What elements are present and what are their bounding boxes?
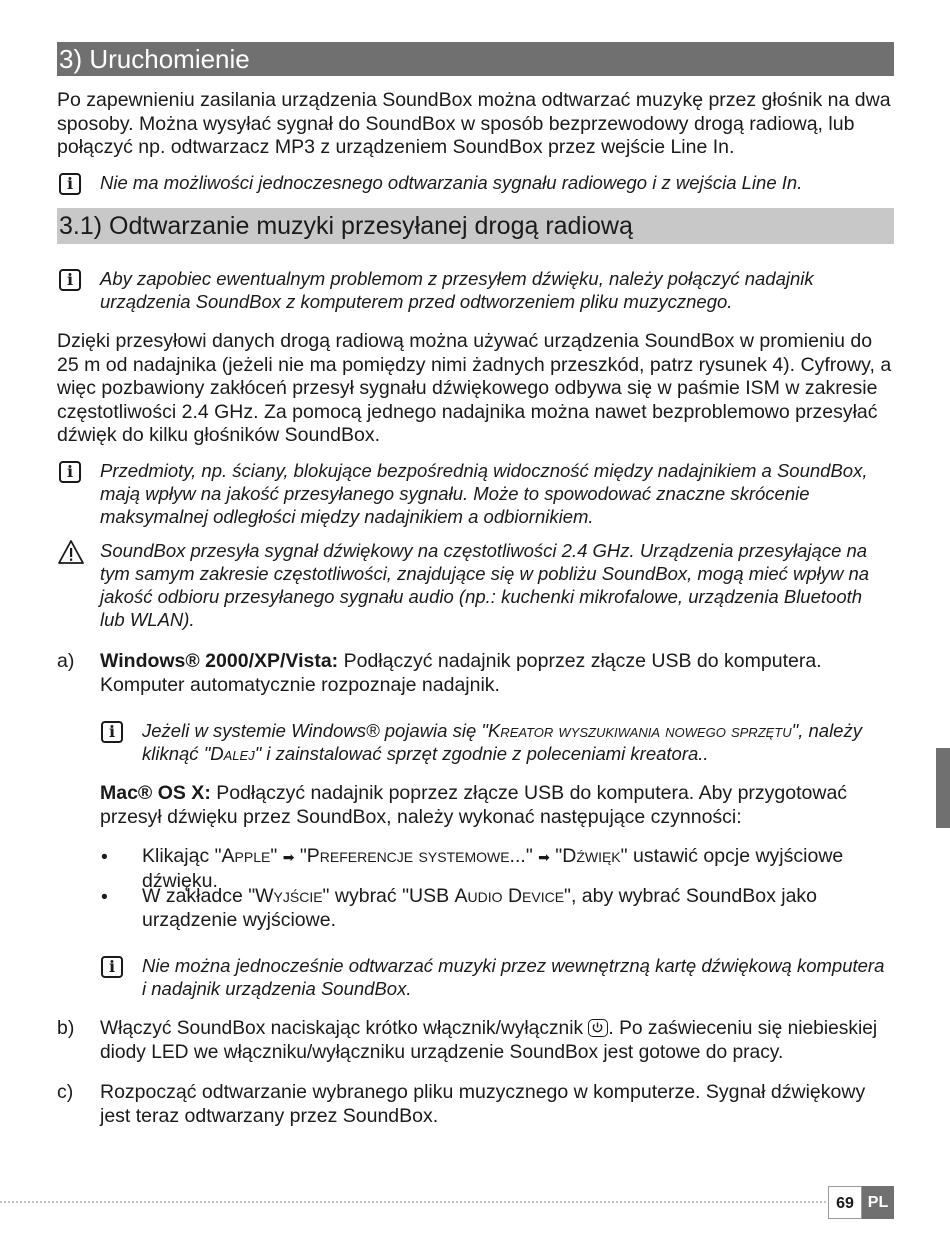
section-heading: 3) Uruchomienie — [57, 42, 894, 76]
bullet-marker: • — [101, 846, 108, 868]
bullet-text: " ustawić opcje wyjściowe dźwięku. — [142, 845, 844, 892]
chapter-tab-marker — [936, 748, 950, 828]
bullet-text: W zakładce " — [142, 885, 256, 907]
next-label: Dalej — [210, 743, 255, 764]
info-icon: i — [101, 956, 123, 978]
note-obstacles: Przedmioty, np. ściany, blokujące bezpośrednią widoczność między nadajnikiem a SoundBox, mają wpływ na jakość przesyłanego sygnału. Może to spowodować znaczne skrócenie maksymalnej odległości między nadajnikiem a odbiornikiem. — [100, 460, 868, 527]
menu-sound: Dźwięk — [562, 845, 621, 867]
menu-system-prefs: Preferencje systemowe... — [306, 845, 526, 867]
info-icon: i — [59, 173, 81, 195]
bullet-text: " — [270, 845, 283, 867]
step-b-letter: b) — [57, 1017, 75, 1039]
bullet-marker: • — [101, 886, 108, 908]
note-line-in: Nie ma możliwości jednoczesnego odtwarzania sygnału radiowego i z wejścia Line In. — [100, 172, 803, 193]
note-text: Jeżeli w systemie Windows® pojawia się " — [142, 720, 488, 741]
page-number: 69 — [828, 1186, 862, 1219]
tab-output: Wyjście — [255, 885, 323, 907]
step-a-letter: a) — [57, 650, 75, 672]
menu-apple: Apple — [221, 845, 271, 867]
info-icon: i — [101, 721, 123, 743]
note-text: ", należy kliknąć " — [142, 720, 862, 764]
intro-paragraph: Po zapewnieniu zasilania urządzenia SoundBox można odtwarzać muzykę przez głośnik na dwa sposoby. Można wysyłać sygnał do SoundBox w sposób bezprzewodowy drogą radiową, lub połączyć np. odtwarzacz MP3 z urządzeniem SoundBox przez wejście Line In. — [57, 89, 891, 158]
subsection-heading: 3.1) Odtwarzanie muzyki przesyłanej drogą radiową — [57, 208, 894, 244]
info-icon: i — [59, 269, 81, 291]
note-soundcard: Nie można jednocześnie odtwarzać muzyki przez wewnętrzną kartę dźwiękową komputera i nadajnik urządzenia SoundBox. — [142, 955, 885, 999]
bullet-text: " — [525, 845, 539, 867]
note-text: " i zainstalować sprzęt zgodnie z poleceniami kreatora.. — [254, 743, 709, 764]
step-b-text-part: . Po zaświeceniu się niebieskiej diody LED we włączniku/wyłączniku urządzenie SoundBox jest gotowe do pracy. — [100, 1018, 878, 1063]
step-a-mac — [100, 782, 895, 829]
arrow-right-icon: ➡ — [538, 849, 550, 865]
bullet-text: ", aby wybrać SoundBox jako urządzenie wyjściowe. — [142, 885, 818, 931]
windows-text: Podłączyć nadajnik poprzez złącze USB do komputera. Komputer automatycznie rozpoznaje nadajnik. — [100, 650, 822, 696]
mac-label: Mac® OS X: — [100, 782, 211, 804]
mac-text: Podłączyć nadajnik poprzez złącze USB do komputera. Aby przygotować przesył dźwięku przez SoundBox, należy wykonać następujące czynności: — [100, 782, 848, 828]
power-icon — [588, 1019, 608, 1037]
device-name: Audio Device — [454, 885, 565, 907]
step-b-text-part: Włączyć SoundBox naciskając krótko włącznik/wyłącznik — [100, 1018, 589, 1039]
windows-label: Windows® 2000/XP/Vista: — [100, 650, 339, 672]
bullet-text: Klikając " — [142, 845, 222, 867]
wizard-name: Kreator wyszukiwania nowego sprzętu — [487, 720, 792, 741]
info-icon: i — [59, 461, 81, 483]
warning-icon — [58, 539, 84, 565]
bullet-text: " wybrać "USB — [322, 885, 455, 907]
note-hardware-wizard — [142, 719, 892, 765]
bullet-item-output-tab — [142, 885, 892, 932]
note-connect-first: Aby zapobiec ewentualnym problemom z przesyłem dźwięku, należy połączyć nadajnik urządzenia SoundBox z komputerem przed odtworzeniem pliku muzycznego. — [100, 268, 814, 312]
bullet-text: " — [294, 845, 307, 867]
step-a-windows — [100, 650, 890, 697]
step-c-letter: c) — [57, 1081, 74, 1103]
arrow-right-icon: ➡ — [282, 849, 295, 865]
radio-paragraph: Dzięki przesyłowi danych drogą radiową można używać urządzenia SoundBox w promieniu do 25 m od nadajnika (jeżeli nie ma pomiędzy nimi żadnych przeszkód, patrz rysunek 4). Cyfrowy, a więc pozbawiony zakłóceń przesył sygnału dźwiękowego odbywa się w paśmie ISM w zakresie częstotliwości 2.4 GHz. Za pomocą jednego nadajnika można nawet bezproblemowo przesyłać dźwięk do kilku głośników SoundBox. — [57, 330, 892, 446]
warning-interference: SoundBox przesyła sygnał dźwiękowy na częstotliwości 2.4 GHz. Urządzenia przesyłające na tym samym zakresie częstotliwości, znajdujące się w pobliżu SoundBox, mogą mieć wpływ na jakość odbioru przesyłanego sygnału audio (np.: kuchenki mikrofalowe, urządzenia Bluetooth lub WLAN). — [100, 540, 870, 630]
step-b-text — [100, 1017, 897, 1064]
language-badge: PL — [862, 1186, 894, 1219]
bullet-text: " — [549, 845, 563, 867]
step-c-text: Rozpocząć odtwarzanie wybranego pliku muzycznego w komputerze. Sygnał dźwiękowy jest teraz odtwarzany przez SoundBox. — [100, 1081, 866, 1127]
footer-divider — [0, 1201, 826, 1203]
